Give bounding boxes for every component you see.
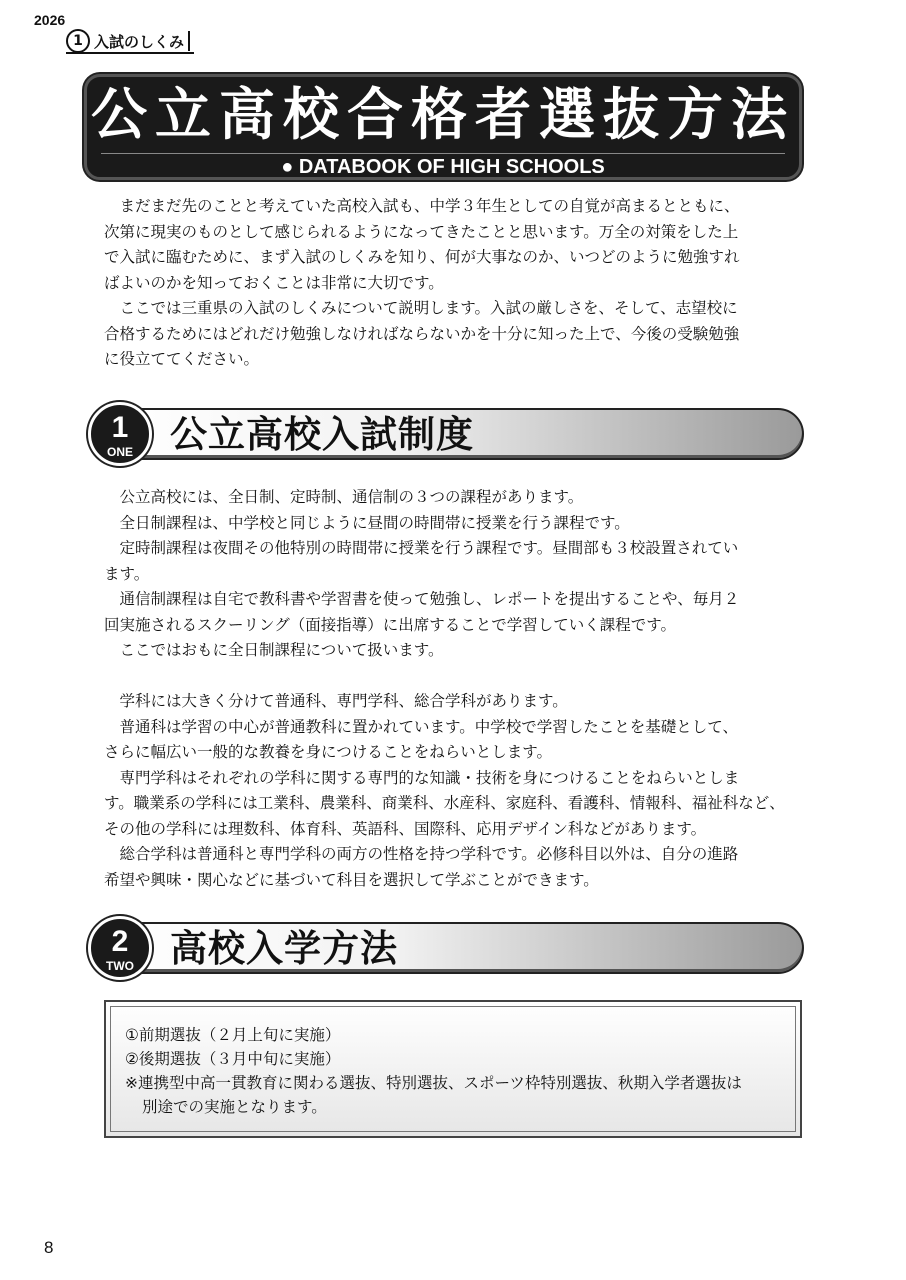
paragraph-line: まだまだ先のことと考えていた高校入試も、中学３年生としての自覚が高まるとともに、 xyxy=(119,197,740,215)
section-number-badge-2 xyxy=(88,916,152,980)
title-banner xyxy=(84,74,802,180)
paragraph-line: す。職業系の学科には工業科、農業科、商業科、水産科、家庭科、看護科、情報科、福祉科など、 xyxy=(104,794,785,812)
paragraph-line: 普通科は学習の中心が普通教科に置かれています。中学校で学習したことを基礎として、 xyxy=(119,717,738,736)
intro-text xyxy=(104,194,804,373)
paragraph-line: 専門学科はそれぞれの学科に関する専門的な知識・技術を身につけることをねらいとしま xyxy=(119,768,740,787)
page-subtitle: ● DATABOOK OF HIGH SCHOOLS xyxy=(281,156,605,178)
paragraph-line: 学科には大きく分けて普通科、専門学科、総合学科があります。 xyxy=(119,692,568,710)
list-item: ①前期選抜（２月上旬に実施） xyxy=(125,1026,341,1044)
paragraph-line: で入試に臨むために、まず入試のしくみを知り、何が大事なのか、いつどのように勉強すれ xyxy=(104,248,740,266)
badge-word: TWO xyxy=(106,959,134,973)
list-item: 別途での実施となります。 xyxy=(142,1098,327,1116)
year-label: 2026 xyxy=(34,12,66,28)
badge-word: ONE xyxy=(106,445,133,459)
paragraph-line: ここでは三重県の入試のしくみについて説明します。入試の厳しさを、そして、志望校に xyxy=(119,299,738,317)
paragraph-line: 公立高校には、全日制、定時制、通信制の３つの課程があります。 xyxy=(119,488,584,506)
section-tag-number: 1 xyxy=(66,29,90,53)
paragraph-line: 定時制課程は夜間その他特別の時間帯に授業を行う課程です。昼間部も３校設置されてい xyxy=(119,539,739,557)
section-1-text xyxy=(104,485,804,893)
banner-divider xyxy=(101,153,785,154)
list-item: ※連携型中高一貫教育に関わる選抜、特別選抜、スポーツ枠特別選抜、秋期入学者選抜は xyxy=(125,1074,742,1092)
paragraph-line: 全日制課程は、中学校と同じように昼間の時間帯に授業を行う課程です。 xyxy=(119,513,630,532)
paragraph-line: その他の学科には理数科、体育科、英語科、国際科、応用デザイン科などがあります。 xyxy=(104,819,707,838)
paragraph-line: さらに幅広い一般的な教養を身につけることをねらいとします。 xyxy=(104,743,552,761)
section-title-1: 公立高校入試制度 xyxy=(170,413,474,456)
section-heading-2 xyxy=(88,916,804,982)
section-heading-1 xyxy=(88,402,804,468)
section-title-2: 高校入学方法 xyxy=(170,927,398,970)
page-number: 8 xyxy=(44,1238,54,1257)
paragraph-line: ここではおもに全日制課程について扱います。 xyxy=(119,641,444,659)
paragraph-line: 通信制課程は自宅で教科書や学習書を使って勉強し、レポートを提出することや、毎月２ xyxy=(119,590,740,608)
section-number-badge-1 xyxy=(88,402,152,466)
paragraph-line: 回実施されるスクーリング（面接指導）に出席することで学習していく課程です。 xyxy=(104,615,676,634)
paragraph-line: に役立ててください。 xyxy=(104,350,260,368)
paragraph-line: 希望や興味・関心などに基づいて科目を選択して学ぶことができます。 xyxy=(104,870,599,889)
paragraph-line: ます。 xyxy=(104,564,150,583)
badge-number: 2 xyxy=(111,925,129,958)
section-tag-divider xyxy=(188,31,190,51)
paragraph-line: 総合学科は普通科と専門学科の両方の性格を持つ学科です。必修科目以外は、自分の進路 xyxy=(119,845,739,863)
paragraph-spacer xyxy=(104,664,804,690)
paragraph-line: 合格するためにはどれだけ勉強しなければならないかを十分に知った上で、今後の受験勉強 xyxy=(104,324,740,343)
paragraph-line: 次第に現実のものとして感じられるようになってきたことと思います。万全の対策をした上 xyxy=(104,222,739,241)
badge-number: 1 xyxy=(111,411,129,444)
selection-methods-box xyxy=(104,1000,802,1138)
selection-methods-inner xyxy=(110,1006,796,1132)
section-tag xyxy=(66,30,194,54)
paragraph-line: ばよいのかを知っておくことは非常に大切です。 xyxy=(104,273,444,292)
list-item: ②後期選抜（３月中旬に実施） xyxy=(125,1050,341,1068)
section-tag-label: 入試のしくみ xyxy=(94,32,185,51)
page-title: 公立高校合格者選抜方法 xyxy=(91,83,795,148)
